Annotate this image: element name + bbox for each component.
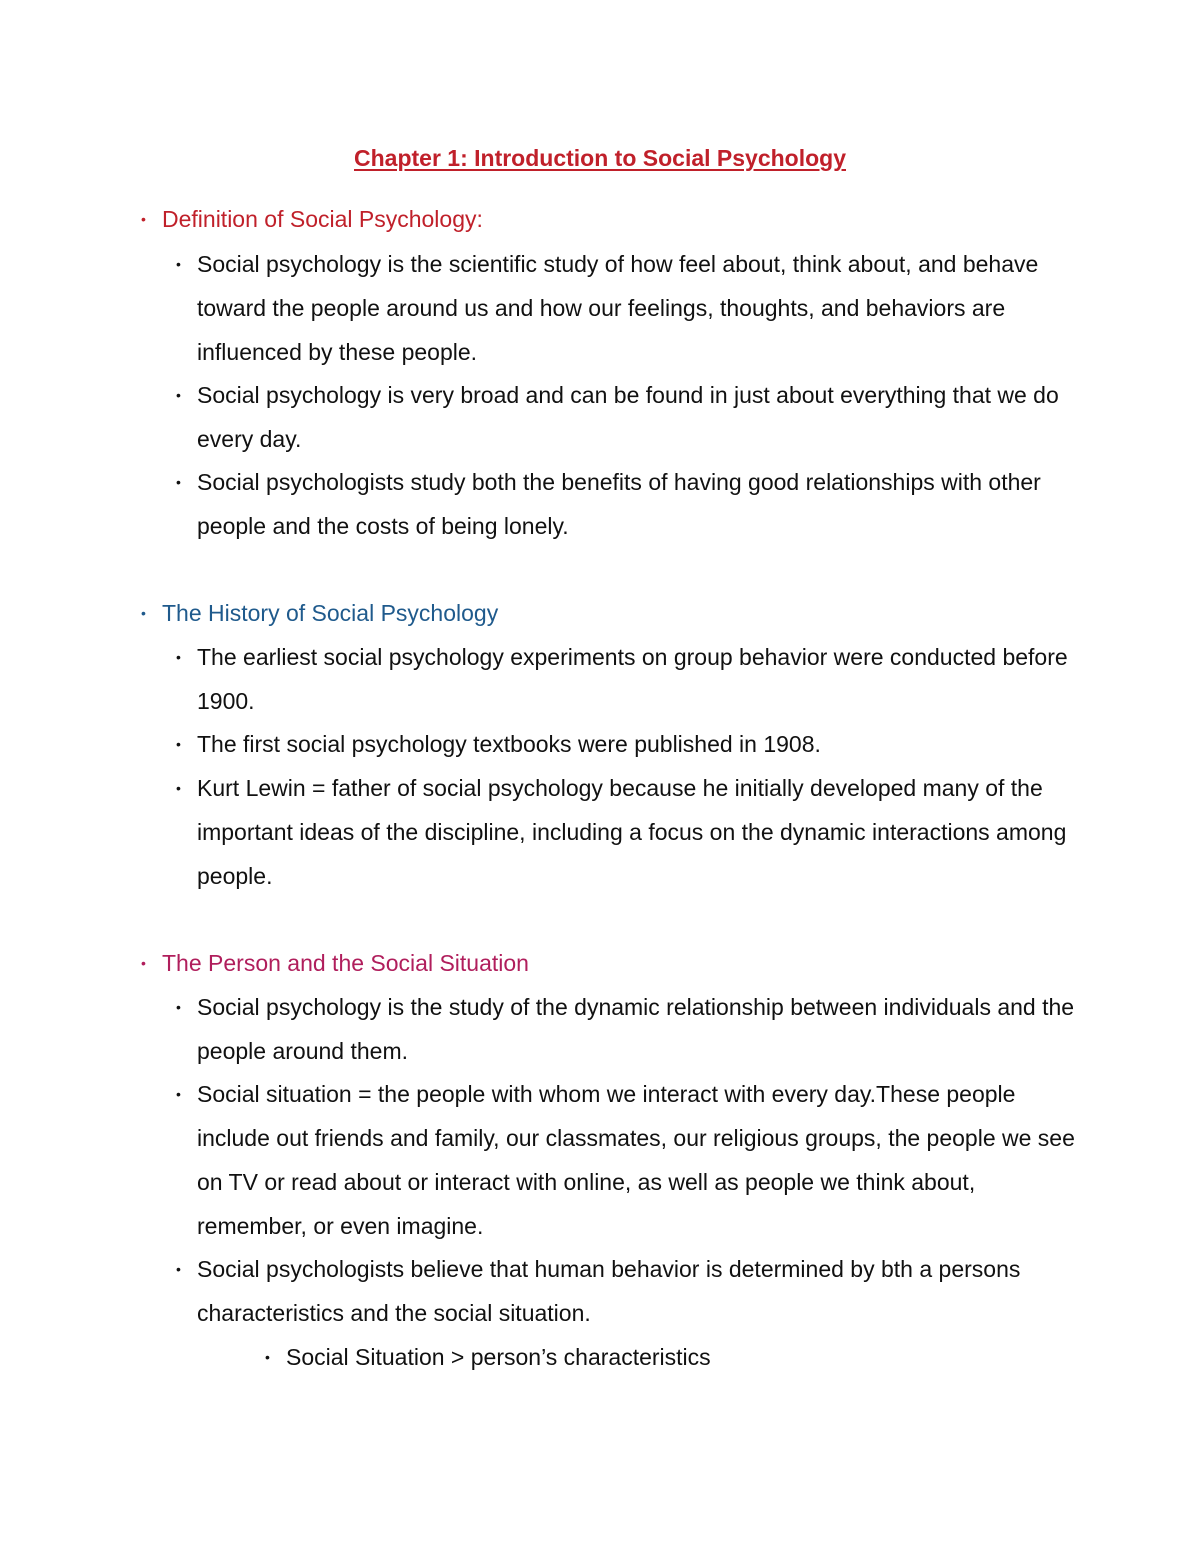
list-item: Social situation = the people with whom we interact with every day.These people include out friends and family, our classmates, our religious groups, the people we see on TV or read about or interact with online, as well as people we think about, remember, or even imagine. — [197, 1081, 1075, 1239]
bullet-icon: • — [141, 955, 146, 971]
list-item: Social psychologists study both the benefits of having good relationships with other people and the costs of being lonely. — [197, 469, 1041, 539]
chapter-title: Chapter 1: Introduction to Social Psychology — [354, 145, 846, 171]
bullet-icon: • — [176, 387, 181, 403]
bullet-icon: • — [265, 1349, 270, 1365]
list-item: Social psychology is very broad and can be found in just about everything that we do every day. — [197, 382, 1059, 452]
section-heading: The History of Social Psychology — [162, 600, 499, 626]
bullet-icon: • — [176, 1261, 181, 1277]
bullet-icon: • — [176, 780, 181, 796]
bullet-icon: • — [176, 474, 181, 490]
bullet-icon: • — [176, 736, 181, 752]
section-heading: The Person and the Social Situation — [162, 950, 529, 976]
bullet-icon: • — [141, 605, 146, 621]
bullet-icon: • — [176, 256, 181, 272]
sub-list-item: Social Situation > person’s characteristics — [286, 1344, 711, 1370]
bullet-icon: • — [176, 999, 181, 1015]
list-item: The first social psychology textbooks were published in 1908. — [197, 731, 821, 757]
bullet-icon: • — [141, 211, 146, 227]
list-item: Social psychology is the scientific study of how feel about, think about, and behave toward the people around us and how our feelings, thoughts, and behaviors are influenced by these people. — [197, 251, 1039, 365]
list-item: Social psychology is the study of the dynamic relationship between individuals and the people around them. — [197, 994, 1075, 1064]
bullet-icon: • — [176, 649, 181, 665]
bullet-icon: • — [176, 1086, 181, 1102]
list-item: The earliest social psychology experiments on group behavior were conducted before 1900. — [197, 644, 1068, 714]
list-item: Social psychologists believe that human behavior is determined by bth a persons characteristics and the social situation. — [197, 1256, 1021, 1326]
section-heading: Definition of Social Psychology: — [162, 206, 483, 232]
list-item: Kurt Lewin = father of social psychology because he initially developed many of the important ideas of the discipline, including a focus on the dynamic interactions among people. — [197, 775, 1067, 889]
